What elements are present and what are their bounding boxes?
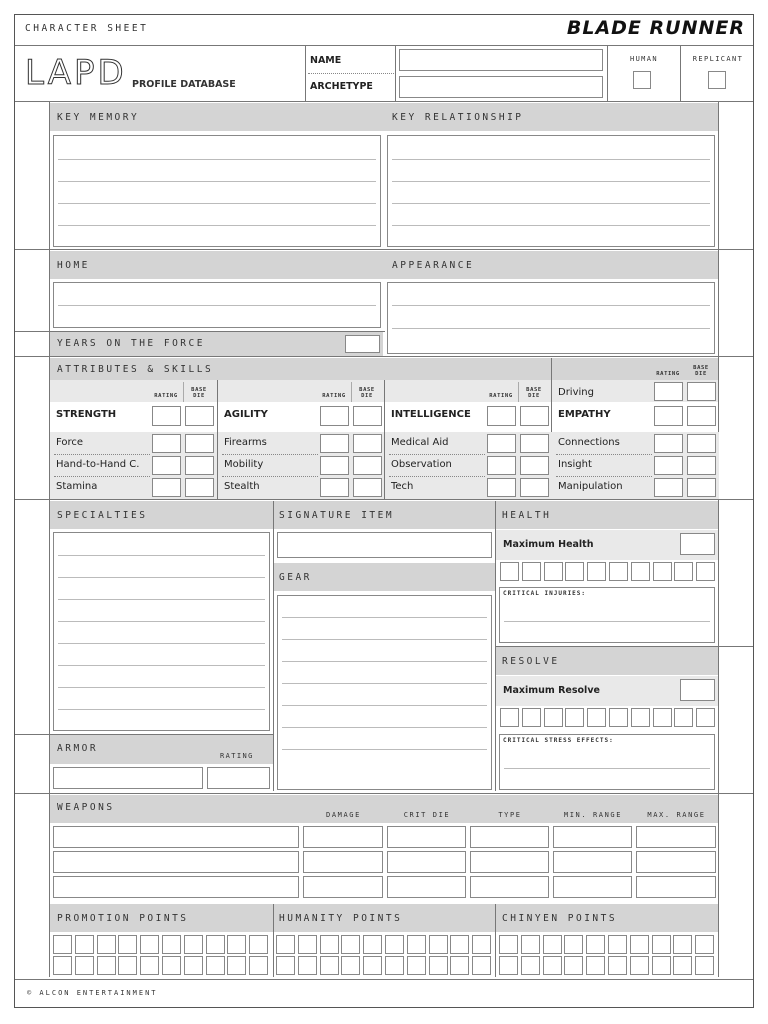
promotion-point-box[interactable] [140, 956, 159, 975]
sheet-title: CHARACTER SHEET [25, 23, 149, 34]
skill-rating-box[interactable] [487, 478, 516, 497]
humanity-point-box[interactable] [407, 935, 426, 954]
specialties-field[interactable] [53, 532, 270, 731]
attribute-rating-box[interactable] [320, 406, 349, 426]
chinyen-point-box[interactable] [652, 956, 671, 975]
chinyen-point-box[interactable] [586, 956, 605, 975]
character-sheet [14, 14, 754, 1008]
armor-rating-field[interactable] [207, 767, 270, 789]
base-die-column-label: BASE DIE [526, 387, 542, 399]
humanity-point-box[interactable] [341, 935, 360, 954]
weapon-column-label: MAX. RANGE [647, 811, 706, 819]
health-track-box[interactable] [522, 562, 541, 581]
health-track-box[interactable] [696, 562, 715, 581]
replicant-label: REPLICANT [692, 55, 744, 63]
weapon-stat-field[interactable] [470, 826, 549, 848]
weapon-stat-field[interactable] [387, 826, 466, 848]
maximum-health-field[interactable] [680, 533, 715, 555]
promotion-point-box[interactable] [184, 935, 203, 954]
health-track-box[interactable] [587, 562, 606, 581]
humanity-point-box[interactable] [363, 935, 382, 954]
skill-base-die-box[interactable] [687, 434, 716, 453]
chinyen-point-box[interactable] [673, 935, 692, 954]
appearance-label: APPEARANCE [392, 260, 475, 271]
maximum-resolve-field[interactable] [680, 679, 715, 701]
weapon-column-label: CRIT DIE [403, 811, 451, 819]
base-die-column-label: BASE DIE [359, 387, 375, 399]
skill-rating-box[interactable] [320, 478, 349, 497]
weapon-stat-field[interactable] [636, 826, 716, 848]
skill-name: Insight [558, 459, 592, 470]
promotion-point-box[interactable] [140, 935, 159, 954]
signature-item-field[interactable] [277, 532, 492, 558]
skill-rating-box[interactable] [487, 434, 516, 453]
humanity-point-box[interactable] [320, 935, 339, 954]
humanity-point-box[interactable] [276, 935, 295, 954]
name-field[interactable] [399, 49, 603, 71]
attributes-skills-label: ATTRIBUTES & SKILLS [57, 364, 214, 375]
replicant-checkbox[interactable] [708, 71, 726, 89]
chinyen-point-box[interactable] [652, 935, 671, 954]
skill-name: Driving [558, 387, 594, 398]
attribute-name: AGILITY [224, 409, 268, 420]
promotion-point-box[interactable] [97, 956, 116, 975]
chinyen-point-box[interactable] [564, 956, 583, 975]
skill-base-die-box[interactable] [520, 478, 549, 497]
health-track-box[interactable] [631, 562, 650, 581]
archetype-field[interactable] [399, 76, 603, 98]
skill-name: Observation [391, 459, 452, 470]
humanity-point-box[interactable] [450, 935, 469, 954]
skill-name: Firearms [224, 437, 267, 448]
rating-column-label: RATING [489, 393, 513, 399]
home-field[interactable] [53, 282, 381, 328]
humanity-point-box[interactable] [320, 956, 339, 975]
skill-rating-box[interactable] [654, 434, 683, 453]
critical-stress-field[interactable] [499, 734, 715, 790]
name-label: NAME [310, 55, 342, 66]
weapon-stat-field[interactable] [303, 876, 383, 898]
promotion-point-box[interactable] [184, 956, 203, 975]
attribute-rating-box[interactable] [487, 406, 516, 426]
skill-name: Manipulation [558, 481, 623, 492]
health-label: HEALTH [502, 510, 552, 521]
skill-base-die-box[interactable] [687, 478, 716, 497]
promotion-point-box[interactable] [75, 956, 94, 975]
resolve-track-box[interactable] [522, 708, 541, 727]
skill-name: Connections [558, 437, 620, 448]
weapon-stat-field[interactable] [553, 876, 632, 898]
skill-base-die-box[interactable] [520, 456, 549, 475]
armor-name-field[interactable] [53, 767, 203, 789]
archetype-label: ARCHETYPE [310, 81, 373, 92]
health-track-box[interactable] [500, 562, 519, 581]
appearance-field[interactable] [387, 282, 715, 354]
skill-base-die-box[interactable] [520, 434, 549, 453]
skill-rating-box[interactable] [654, 478, 683, 497]
rating-column-label: RATING [154, 393, 178, 399]
gear-field[interactable] [277, 595, 492, 790]
skill-name: Stamina [56, 481, 98, 492]
promotion-point-box[interactable] [53, 935, 72, 954]
chinyen-point-box[interactable] [673, 956, 692, 975]
resolve-track-box[interactable] [696, 708, 715, 727]
promotion-point-box[interactable] [75, 935, 94, 954]
promotion-points-label: PROMOTION POINTS [57, 913, 189, 924]
gear-label: GEAR [279, 572, 312, 583]
weapon-stat-field[interactable] [636, 851, 716, 873]
health-track-box[interactable] [544, 562, 563, 581]
chinyen-point-box[interactable] [695, 935, 714, 954]
weapon-column-label: DAMAGE [326, 811, 361, 819]
maximum-resolve-label: Maximum Resolve [503, 685, 600, 696]
weapon-stat-field[interactable] [470, 876, 549, 898]
rating-column-label: RATING [656, 371, 680, 377]
weapons-label: WEAPONS [57, 802, 115, 813]
humanity-point-box[interactable] [276, 956, 295, 975]
humanity-point-box[interactable] [429, 935, 448, 954]
promotion-point-box[interactable] [118, 935, 137, 954]
skill-rating-box[interactable] [654, 382, 683, 401]
copyright-footer: © ALCON ENTERTAINMENT [27, 989, 158, 997]
promotion-point-box[interactable] [227, 956, 246, 975]
lapd-logo: LAPD [25, 53, 127, 93]
profile-database-label: PROFILE DATABASE [132, 79, 236, 90]
humanity-point-box[interactable] [341, 956, 360, 975]
promotion-point-box[interactable] [97, 935, 116, 954]
chinyen-point-box[interactable] [695, 956, 714, 975]
critical-injuries-field[interactable] [499, 587, 715, 643]
skill-name: Tech [391, 481, 414, 492]
resolve-label: RESOLVE [502, 656, 560, 667]
resolve-track-box[interactable] [674, 708, 693, 727]
attribute-name: STRENGTH [56, 409, 117, 420]
resolve-track-box[interactable] [565, 708, 584, 727]
weapon-stat-field[interactable] [553, 826, 632, 848]
years-on-force-label: YEARS ON THE FORCE [57, 338, 205, 349]
base-die-column-label: BASE DIE [191, 387, 207, 399]
humanity-point-box[interactable] [472, 956, 491, 975]
humanity-point-box[interactable] [450, 956, 469, 975]
skill-name: Medical Aid [391, 437, 449, 448]
skill-base-die-box[interactable] [185, 456, 214, 475]
skill-name: Force [56, 437, 84, 448]
weapon-stat-field[interactable] [470, 851, 549, 873]
resolve-track-box[interactable] [500, 708, 519, 727]
resolve-track-box[interactable] [544, 708, 563, 727]
weapon-column-label: TYPE [498, 811, 522, 819]
skill-base-die-box[interactable] [353, 478, 382, 497]
skill-rating-box[interactable] [152, 434, 181, 453]
humanity-point-box[interactable] [407, 956, 426, 975]
attribute-rating-box[interactable] [152, 406, 181, 426]
skill-rating-box[interactable] [320, 456, 349, 475]
armor-rating-label: RATING [220, 752, 254, 760]
promotion-point-box[interactable] [206, 956, 225, 975]
years-on-force-field[interactable] [345, 335, 380, 353]
chinyen-point-box[interactable] [564, 935, 583, 954]
promotion-point-box[interactable] [53, 956, 72, 975]
armor-label: ARMOR [57, 743, 99, 754]
skill-base-die-box[interactable] [185, 478, 214, 497]
attribute-name: INTELLIGENCE [391, 409, 471, 420]
signature-item-label: SIGNATURE ITEM [279, 510, 395, 521]
skill-base-die-box[interactable] [353, 456, 382, 475]
skill-rating-box[interactable] [320, 434, 349, 453]
rating-column-label: RATING [322, 393, 346, 399]
skill-name: Mobility [224, 459, 264, 470]
weapon-stat-field[interactable] [303, 851, 383, 873]
health-track-box[interactable] [653, 562, 672, 581]
weapon-name-field[interactable] [53, 851, 299, 873]
skill-rating-box[interactable] [487, 456, 516, 475]
skill-base-die-box[interactable] [185, 434, 214, 453]
promotion-point-box[interactable] [206, 935, 225, 954]
chinyen-point-box[interactable] [543, 935, 562, 954]
resolve-track-box[interactable] [631, 708, 650, 727]
attribute-base-die-box[interactable] [520, 406, 549, 426]
humanity-point-box[interactable] [429, 956, 448, 975]
chinyen-points-label: CHINYEN POINTS [502, 913, 618, 924]
home-label: HOME [57, 260, 90, 271]
skill-name: Stealth [224, 481, 260, 492]
skill-rating-box[interactable] [654, 456, 683, 475]
chinyen-point-box[interactable] [630, 935, 649, 954]
humanity-point-box[interactable] [385, 935, 404, 954]
humanity-point-box[interactable] [385, 956, 404, 975]
human-checkbox[interactable] [633, 71, 651, 89]
skill-base-die-box[interactable] [353, 434, 382, 453]
resolve-track-box[interactable] [587, 708, 606, 727]
humanity-point-box[interactable] [472, 935, 491, 954]
health-track-box[interactable] [609, 562, 628, 581]
weapon-name-field[interactable] [53, 826, 299, 848]
resolve-track-box[interactable] [609, 708, 628, 727]
critical-injuries-label: CRITICAL INJURIES: [503, 590, 587, 597]
promotion-point-box[interactable] [162, 935, 181, 954]
attribute-base-die-box[interactable] [687, 406, 716, 426]
promotion-point-box[interactable] [227, 935, 246, 954]
skill-rating-box[interactable] [152, 478, 181, 497]
weapon-stat-field[interactable] [303, 826, 383, 848]
blade-runner-logo: BLADE RUNNER [566, 17, 745, 39]
skill-base-die-box[interactable] [687, 382, 716, 401]
chinyen-point-box[interactable] [521, 956, 540, 975]
chinyen-point-box[interactable] [608, 956, 627, 975]
attribute-rating-box[interactable] [654, 406, 683, 426]
base-die-column-label: BASE DIE [693, 365, 709, 377]
skill-rating-box[interactable] [152, 456, 181, 475]
resolve-track-box[interactable] [653, 708, 672, 727]
chinyen-point-box[interactable] [521, 935, 540, 954]
chinyen-point-box[interactable] [499, 935, 518, 954]
chinyen-point-box[interactable] [608, 935, 627, 954]
humanity-point-box[interactable] [298, 956, 317, 975]
weapon-column-label: MIN. RANGE [563, 811, 623, 819]
specialties-label: SPECIALTIES [57, 510, 148, 521]
attribute-base-die-box[interactable] [353, 406, 382, 426]
key-relationship-label: KEY RELATIONSHIP [392, 112, 524, 123]
health-track-box[interactable] [674, 562, 693, 581]
attribute-base-die-box[interactable] [185, 406, 214, 426]
critical-stress-label: CRITICAL STRESS EFFECTS: [503, 737, 614, 744]
promotion-point-box[interactable] [118, 956, 137, 975]
humanity-point-box[interactable] [298, 935, 317, 954]
key-memory-field[interactable] [53, 135, 381, 247]
skill-name: Hand-to-Hand C. [56, 459, 140, 470]
weapon-stat-field[interactable] [553, 851, 632, 873]
key-relationship-field[interactable] [387, 135, 715, 247]
key-memory-label: KEY MEMORY [57, 112, 140, 123]
chinyen-point-box[interactable] [586, 935, 605, 954]
weapon-name-field[interactable] [53, 876, 299, 898]
human-label: HUMAN [629, 55, 659, 63]
chinyen-point-box[interactable] [499, 956, 518, 975]
weapon-stat-field[interactable] [636, 876, 716, 898]
promotion-point-box[interactable] [162, 956, 181, 975]
chinyen-point-box[interactable] [543, 956, 562, 975]
weapon-stat-field[interactable] [387, 851, 466, 873]
attribute-name: EMPATHY [558, 409, 611, 420]
promotion-point-box[interactable] [249, 956, 268, 975]
chinyen-point-box[interactable] [630, 956, 649, 975]
maximum-health-label: Maximum Health [503, 539, 594, 550]
health-track-box[interactable] [565, 562, 584, 581]
skill-base-die-box[interactable] [687, 456, 716, 475]
weapon-stat-field[interactable] [387, 876, 466, 898]
promotion-point-box[interactable] [249, 935, 268, 954]
humanity-points-label: HUMANITY POINTS [279, 913, 403, 924]
humanity-point-box[interactable] [363, 956, 382, 975]
